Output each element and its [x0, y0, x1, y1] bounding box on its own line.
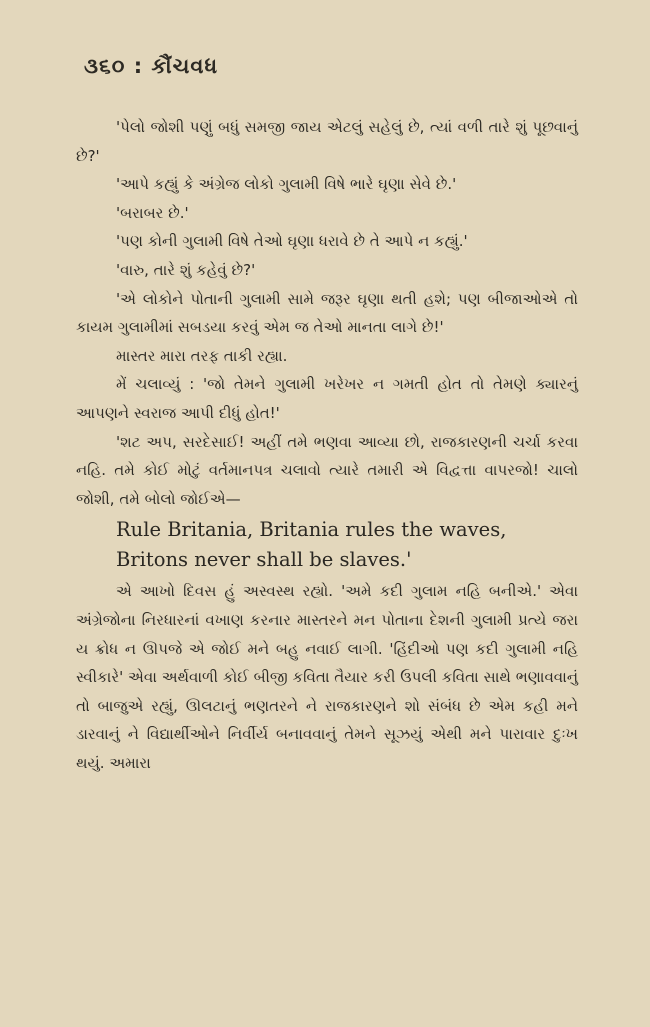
paragraph-7: માસ્તર મારા તરફ તાકી રહ્યા. [116, 346, 288, 365]
paragraph-8: મેં ચલાવ્યું : 'જો તેમને ગુલામી ખરેખર ન ગમતી હોત તો તેમણે ક્યારનું આપણને સ્વરાજ આપી દીધું હોત!' [76, 375, 578, 422]
running-head: ૩૬૦ : કૌંચવધ [84, 54, 219, 78]
english-verse [116, 515, 578, 575]
paragraph-6: 'એ લોકોને પોતાની ગુલામી સામે જરૂર ઘૃણા થતી હશે; પણ બીજાઓએ તો કાયમ ગુલામીમાં સબડયા કરવું એમ જ તેઓ માનતા લાગે છે!' [76, 289, 578, 337]
paragraph-9: 'શટ અપ, સરદેસાઈ! અહીં તમે ભણવા આવ્યા છો, રાજકારણની ચર્ચા કરવા નહિ. તમે કોઈ મોટું વર્તમાનપત્ર ચલાવો ત્યારે તમારી એ વિદ્વત્તા વાપરજો! ચાલો જોશી, તમે બોલો જોઈએ— [76, 432, 578, 508]
paragraph-4: 'પણ કોની ગુલામી વિષે તેઓ ઘૃણા ધરાવે છે તે આપે ન કહ્યું.' [116, 232, 468, 251]
paragraph-2: 'આપે કહ્યું કે અંગ્રેજ લોકો ગુલામી વિષે ભારે ઘૃણા સેવે છે.' [116, 175, 457, 194]
verse-line-1: Rule Britania, Britania rules the waves, [116, 518, 507, 542]
verse-line-2: Britons never shall be slaves.' [116, 548, 412, 572]
closing-paragraph: એ આખો દિવસ હું અસ્વસ્થ રહ્યો. 'અમે કદી ગુલામ નહિ બનીએ.' એવા અંગ્રેજોના નિરધારનાં વખાણ કરનાર માસ્તરને મન પોતાના દેશની ગુલામી પ્રત્યે જરા ય ક્રોધ ન ઊપજે એ જોઈ મને બહુ નવાઈ લાગી. 'હિંદીઓ પણ કદી ગુલામી નહિ સ્વીકારે' એવા અર્થવાળી કોઈ બીજી કવિતા તૈયાર કરી ઉપલી કવિતા સાથે ભણાવવાનું તો બાજુએ રહ્યું, ઊલટાનું ભણતરને ને રાજકારણને શો સંબંધ છે એમ કહી મને ડારવાનું ને વિદ્યાર્થીઓને નિર્વીર્ય બનાવવાનું તેમને સૂઝયું એથી મને પારાવાર દુઃખ થયું. અમારા [76, 582, 578, 772]
paragraph-5: 'વારુ, તારે શું કહેવું છે?' [116, 260, 256, 279]
paragraph-3: 'બરાબર છે.' [116, 203, 189, 222]
paragraph-1: 'પેલો જોશી પણું બધું સમજી જાય એટલું સહેલું છે, ત્યાં વળી તારે શું પૂછવાનું છે?' [76, 118, 578, 165]
